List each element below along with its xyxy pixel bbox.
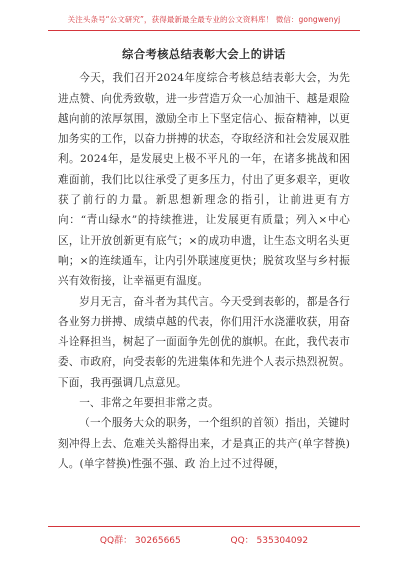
document-title: 综合考核总结表彰大会上的讲话	[122, 47, 286, 61]
section-heading: 一、非常之年要担非常之责。	[79, 397, 219, 410]
header-notice: 关注头条号“公文研究”，获得最新最全最专业的公文资料库！ 微信：gongwenyj	[67, 15, 341, 24]
qq-contact-number: QQ： 535304092	[230, 536, 309, 546]
footer-contacts	[0, 533, 408, 546]
document-body	[58, 44, 350, 474]
paragraph: 今天，我们召开2024年度综合考核总结表彰大会，为先进点赞、向优秀致敬，进一步营造万众一心加油干、越是艰险越向前的浓厚氛围，激励全市上下坚定信心、振奋精神，以更加务实的工作，以奋力拼搏的状态，夺取经济和社会发展双胜利。2024年，是发展史上极不平凡的一年，在诸多挑战和困难面前，我们比以往承受了更多压力，付出了更多艰辛，更收获了前行的力量。新思想新理念的指引，让前进更有方向：“青山绿水”的持续推进，让发展更有质量；列入×中心区，让开放创新更有底气；×的成功申遗，让生态文明名头更响；×的连续通车，让内引外联速度更快；脱贫攻坚与乡村振兴有效衔接，让幸福更有温度。	[58, 72, 350, 288]
header-divider	[48, 30, 360, 31]
qq-group-number: QQ群： 30265665	[99, 536, 181, 546]
paragraph: （一个服务大众的职务，一个组织的首领）指出，关键时刻冲得上去、危难关头豁得出来，才是真正的共产(单字替换)人。(单字替换)性强不强、政 治上过不过得硬，	[58, 417, 350, 470]
footer-divider	[48, 526, 360, 527]
paragraph: 岁月无言，奋斗者为其代言。今天受到表彰的，都是各行各业努力拼搏、成绩卓越的代表，你们用汗水浇灌收获，用奋斗诠释担当，树起了一面面争先创优的旗帜。在此，我代表市委、市政府，向受表彰的先进集体和先进个人表示热烈祝贺。下面，我再强调几点意见。	[58, 295, 350, 389]
